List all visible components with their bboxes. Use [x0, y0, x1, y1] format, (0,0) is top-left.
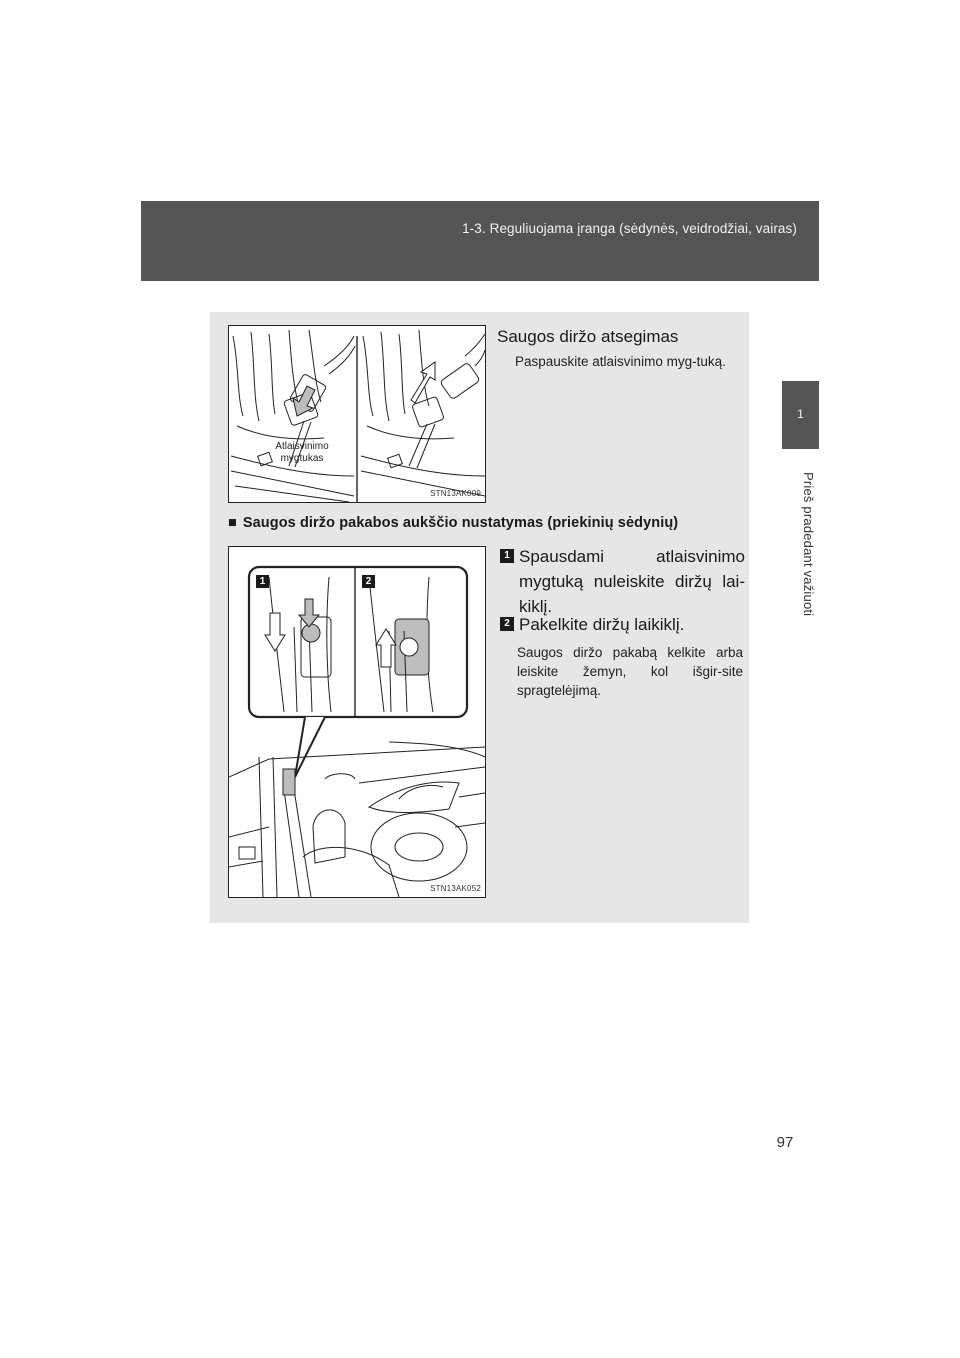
section-title [228, 515, 678, 531]
seatbelt-release-illustration [228, 325, 486, 503]
inset-label-2: 2 [365, 576, 372, 587]
step-2-text: Pakelkite diržų laikiklį. [519, 615, 685, 634]
step-1-number: 1 [500, 549, 514, 563]
step-1-text: Spausdami atlaisvinimo mygtuką nuleiskite diržų lai-kiklį. [519, 547, 745, 616]
release-heading: Saugos diržo atsegimas [497, 327, 679, 346]
release-button-callout: Atlaisvinimo mygtukas [275, 441, 329, 464]
figure-code-2: STN13AK052 [430, 884, 481, 893]
step-2 [500, 612, 745, 637]
header-band [141, 201, 819, 281]
section-title-text: Saugos diržo pakabos aukščio nustatymas (priekinių sėdynių) [242, 515, 679, 531]
figure-code: STN13AK009 [430, 489, 481, 498]
section-bullet: ■ [228, 515, 237, 531]
shoulder-anchor-drawing [229, 547, 485, 897]
release-instruction: Paspauskite atlaisvinimo myg-tuką. [515, 354, 726, 369]
step-1 [500, 544, 745, 619]
seatbelt-release-drawing [229, 326, 485, 502]
page-number: 97 [776, 1134, 794, 1151]
step-2-number: 2 [500, 617, 514, 631]
chapter-tab [782, 381, 819, 449]
inset-label-1: 1 [259, 576, 266, 587]
chapter-number: 1 [797, 407, 804, 421]
header-title: 1-3. Reguliuojama įranga (sėdynės, veidrodžiai, vairas) [462, 221, 797, 236]
adjust-instruction: Saugos diržo pakabą kelkite arba leiskite žemyn, kol išgir-site spragtelėjimą. [517, 645, 743, 698]
shoulder-anchor-illustration [228, 546, 486, 898]
chapter-label: Prieš pradedant važiuoti [801, 472, 816, 617]
